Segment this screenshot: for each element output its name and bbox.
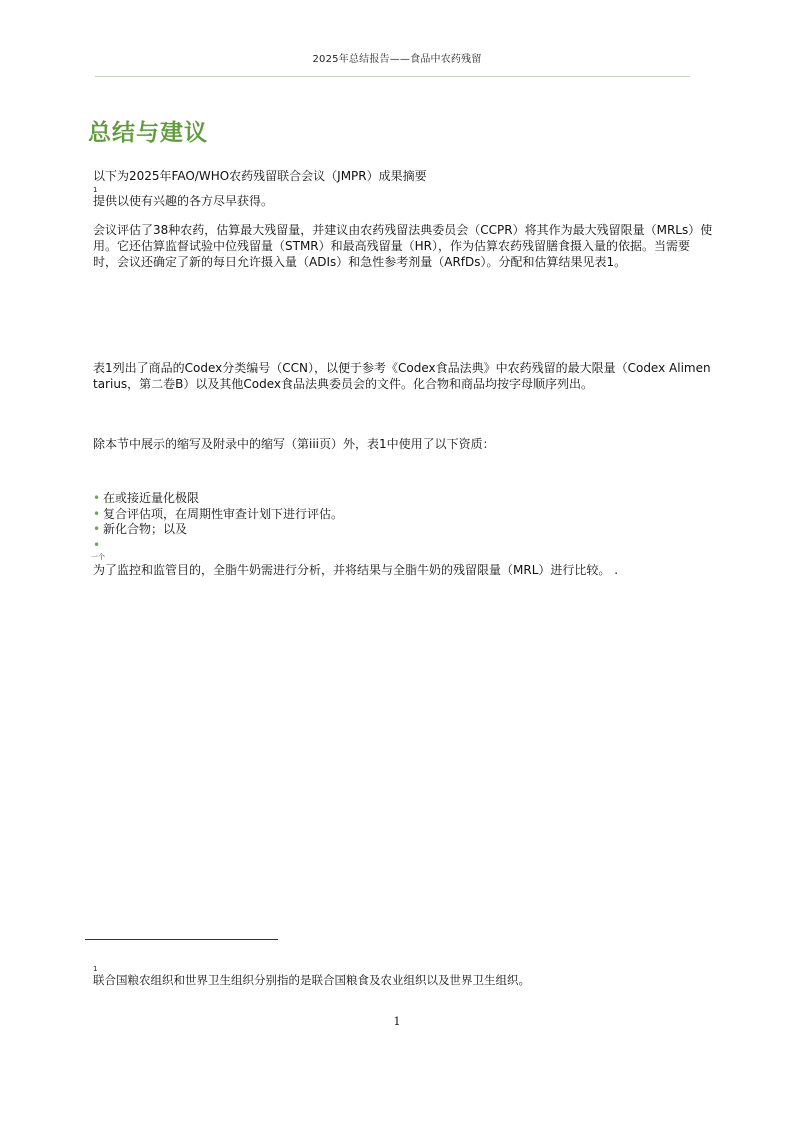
small-note: 一个: [91, 553, 105, 561]
list-item-text: 复合评估项，在周期性审查计划下进行评估。: [103, 506, 344, 521]
list-item-text: 在或接近量化极限: [103, 491, 200, 505]
bullet-dot: •: [93, 537, 101, 552]
footnote-text: 联合国粮农组织和世界卫生组织分别指的是联合国粮食及农业组织以及世界卫生组织。: [93, 973, 530, 987]
bullet-dot: •: [93, 506, 101, 521]
list-item: [93, 491, 693, 507]
intro-line-2: 提供以使有兴趣的各方尽早获得。: [93, 194, 274, 208]
footnote-reference: 1: [93, 186, 98, 194]
list-item: [93, 507, 693, 523]
bullet-dot: •: [93, 491, 101, 505]
header-divider: [95, 76, 690, 77]
list-item: [93, 538, 693, 554]
page-number: 1: [393, 1015, 401, 1028]
list-item-text: 新化合物；以及: [103, 522, 188, 536]
section-title: 总结与建议: [88, 120, 208, 146]
milk-note-line: 为了监控和监管目的，全脂牛奶需进行分析，并将结果与全脂牛奶的残留限量（MRL）进行比较。 .: [93, 563, 619, 577]
paragraph-table-description: 表1列出了商品的Codex分类编号（CCN），以便于参考《Codex食品法典》中农药残留的最大限量（Codex Alimentarius，第二卷B）以及其他Codex食品法典委员会的文件。化合物和商品均按字母顺序列出。: [93, 361, 711, 391]
intro-line-1: 以下为2025年FAO/WHO农药残留联合会议（JMPR）成果摘要: [93, 169, 427, 183]
qualifications-list: [93, 491, 693, 553]
running-header: 2025年总结报告——食品中农药残留: [312, 54, 482, 65]
paragraph-evaluation: 会议评估了38种农药，估算最大残留量，并建议由农药残留法典委员会（CCPR）将其作为最大残留限量（MRLs）使用。它还估算监督试验中位残留量（STMR）和最高残留量（HR），作为估算农药残留膳食摄入量的依据。当需要时，会议还确定了新的每日允许摄入量（ADIs）和急性参考剂量（ARfDs）。分配和估算结果见表1。: [93, 223, 713, 269]
list-item: [93, 522, 693, 538]
footnote-divider: [85, 939, 278, 940]
paragraph-qualifications: 除本节中展示的缩写及附录中的缩写（第iii页）外，表1中使用了以下资质：: [93, 437, 495, 451]
footnote-number: 1: [93, 965, 98, 973]
bullet-dot: •: [93, 522, 101, 536]
